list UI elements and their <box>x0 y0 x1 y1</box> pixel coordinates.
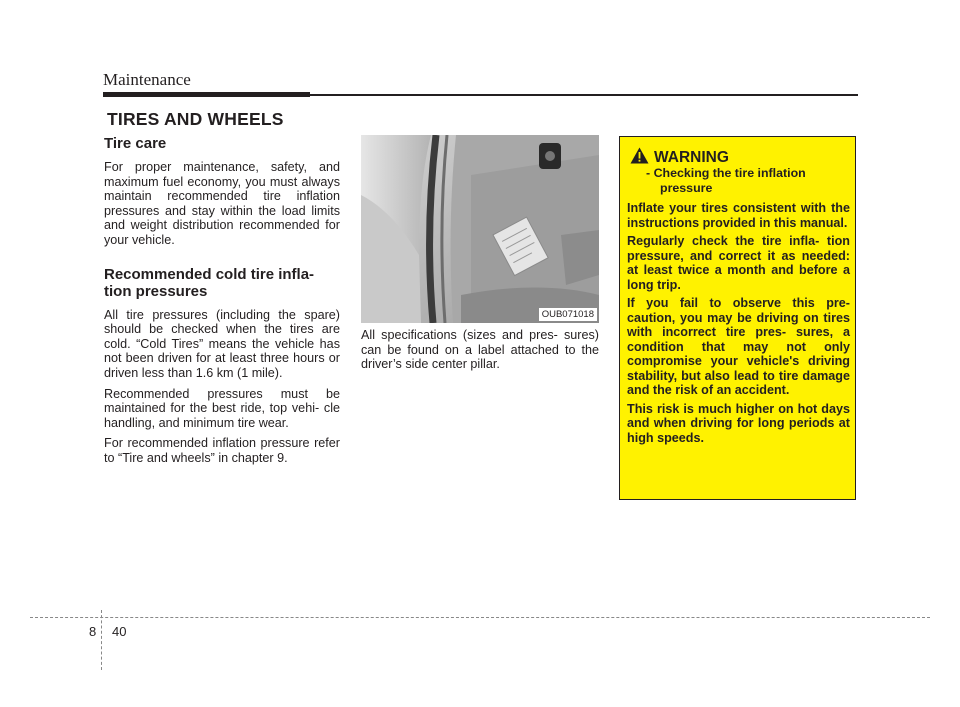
pillar-caption: All specifications (sizes and pres- sures) can be found on a label attached to the driver’s side center pillar. <box>361 328 599 372</box>
tire-care-heading: Tire care <box>104 135 167 152</box>
chapter-title: Maintenance <box>103 70 191 89</box>
warning-subtitle-line-1: - Checking the tire inflation <box>646 166 806 180</box>
warning-para-3: If you fail to observe this pre- caution, you may be driving on tires with incorrect tire pres- sures, a condition that may not only compromise your vehicle's driving stability, but also lead to tire damage and the risk of an accident. <box>627 296 850 397</box>
warning-subtitle <box>646 166 851 196</box>
warning-para-2: Regularly check the tire infla- tion pressure, and correct it as needed: at least twice a month and before a long trip. <box>627 234 850 292</box>
tire-care-text: For proper maintenance, safety, and maximum fuel economy, you must always maintain recommended tire inflation pressures and stay within the load limits and weight distribution recommended for your vehicle. <box>104 160 340 247</box>
left-column <box>104 135 340 472</box>
header-rule-thick <box>103 92 310 97</box>
header-rule-thin <box>310 94 858 96</box>
warning-para-1: Inflate your tires consistent with the instructions provided in this manual. <box>627 201 850 230</box>
cold-pressure-heading: Recommended cold tire infla- tion pressures <box>104 265 315 300</box>
cold-pressure-text-1: All tire pressures (including the spare) should be checked when the tires are cold. “Cold Tires” means the vehicle has not been driven for at least three hours or driven less than 1.6 km (1 mile). <box>104 307 340 380</box>
footer-page-number: 40 <box>112 624 127 639</box>
warning-subtitle-line-2: pressure <box>660 181 713 195</box>
pillar-illustration <box>361 135 599 323</box>
footer-divider <box>30 617 930 618</box>
warning-body <box>627 201 850 449</box>
section-title: TIRES AND WHEELS <box>107 109 284 129</box>
center-pillar-photo <box>361 135 599 323</box>
middle-column <box>361 328 599 378</box>
warning-title: WARNING <box>654 149 729 166</box>
warning-para-4: This risk is much higher on hot days and when driving for long periods at high speeds. <box>627 401 850 445</box>
image-code: OUB071018 <box>539 308 597 321</box>
cold-pressure-text-2: Recommended pressures must be maintained for the best ride, top vehi- cle handling, and minimum tire wear. <box>104 386 340 430</box>
cold-pressure-text-3: For recommended inflation pressure refer to “Tire and wheels” in chapter 9. <box>104 436 340 465</box>
footer-chapter-number: 8 <box>89 624 97 639</box>
warning-box <box>619 136 856 500</box>
footer-vertical-divider <box>101 610 102 670</box>
